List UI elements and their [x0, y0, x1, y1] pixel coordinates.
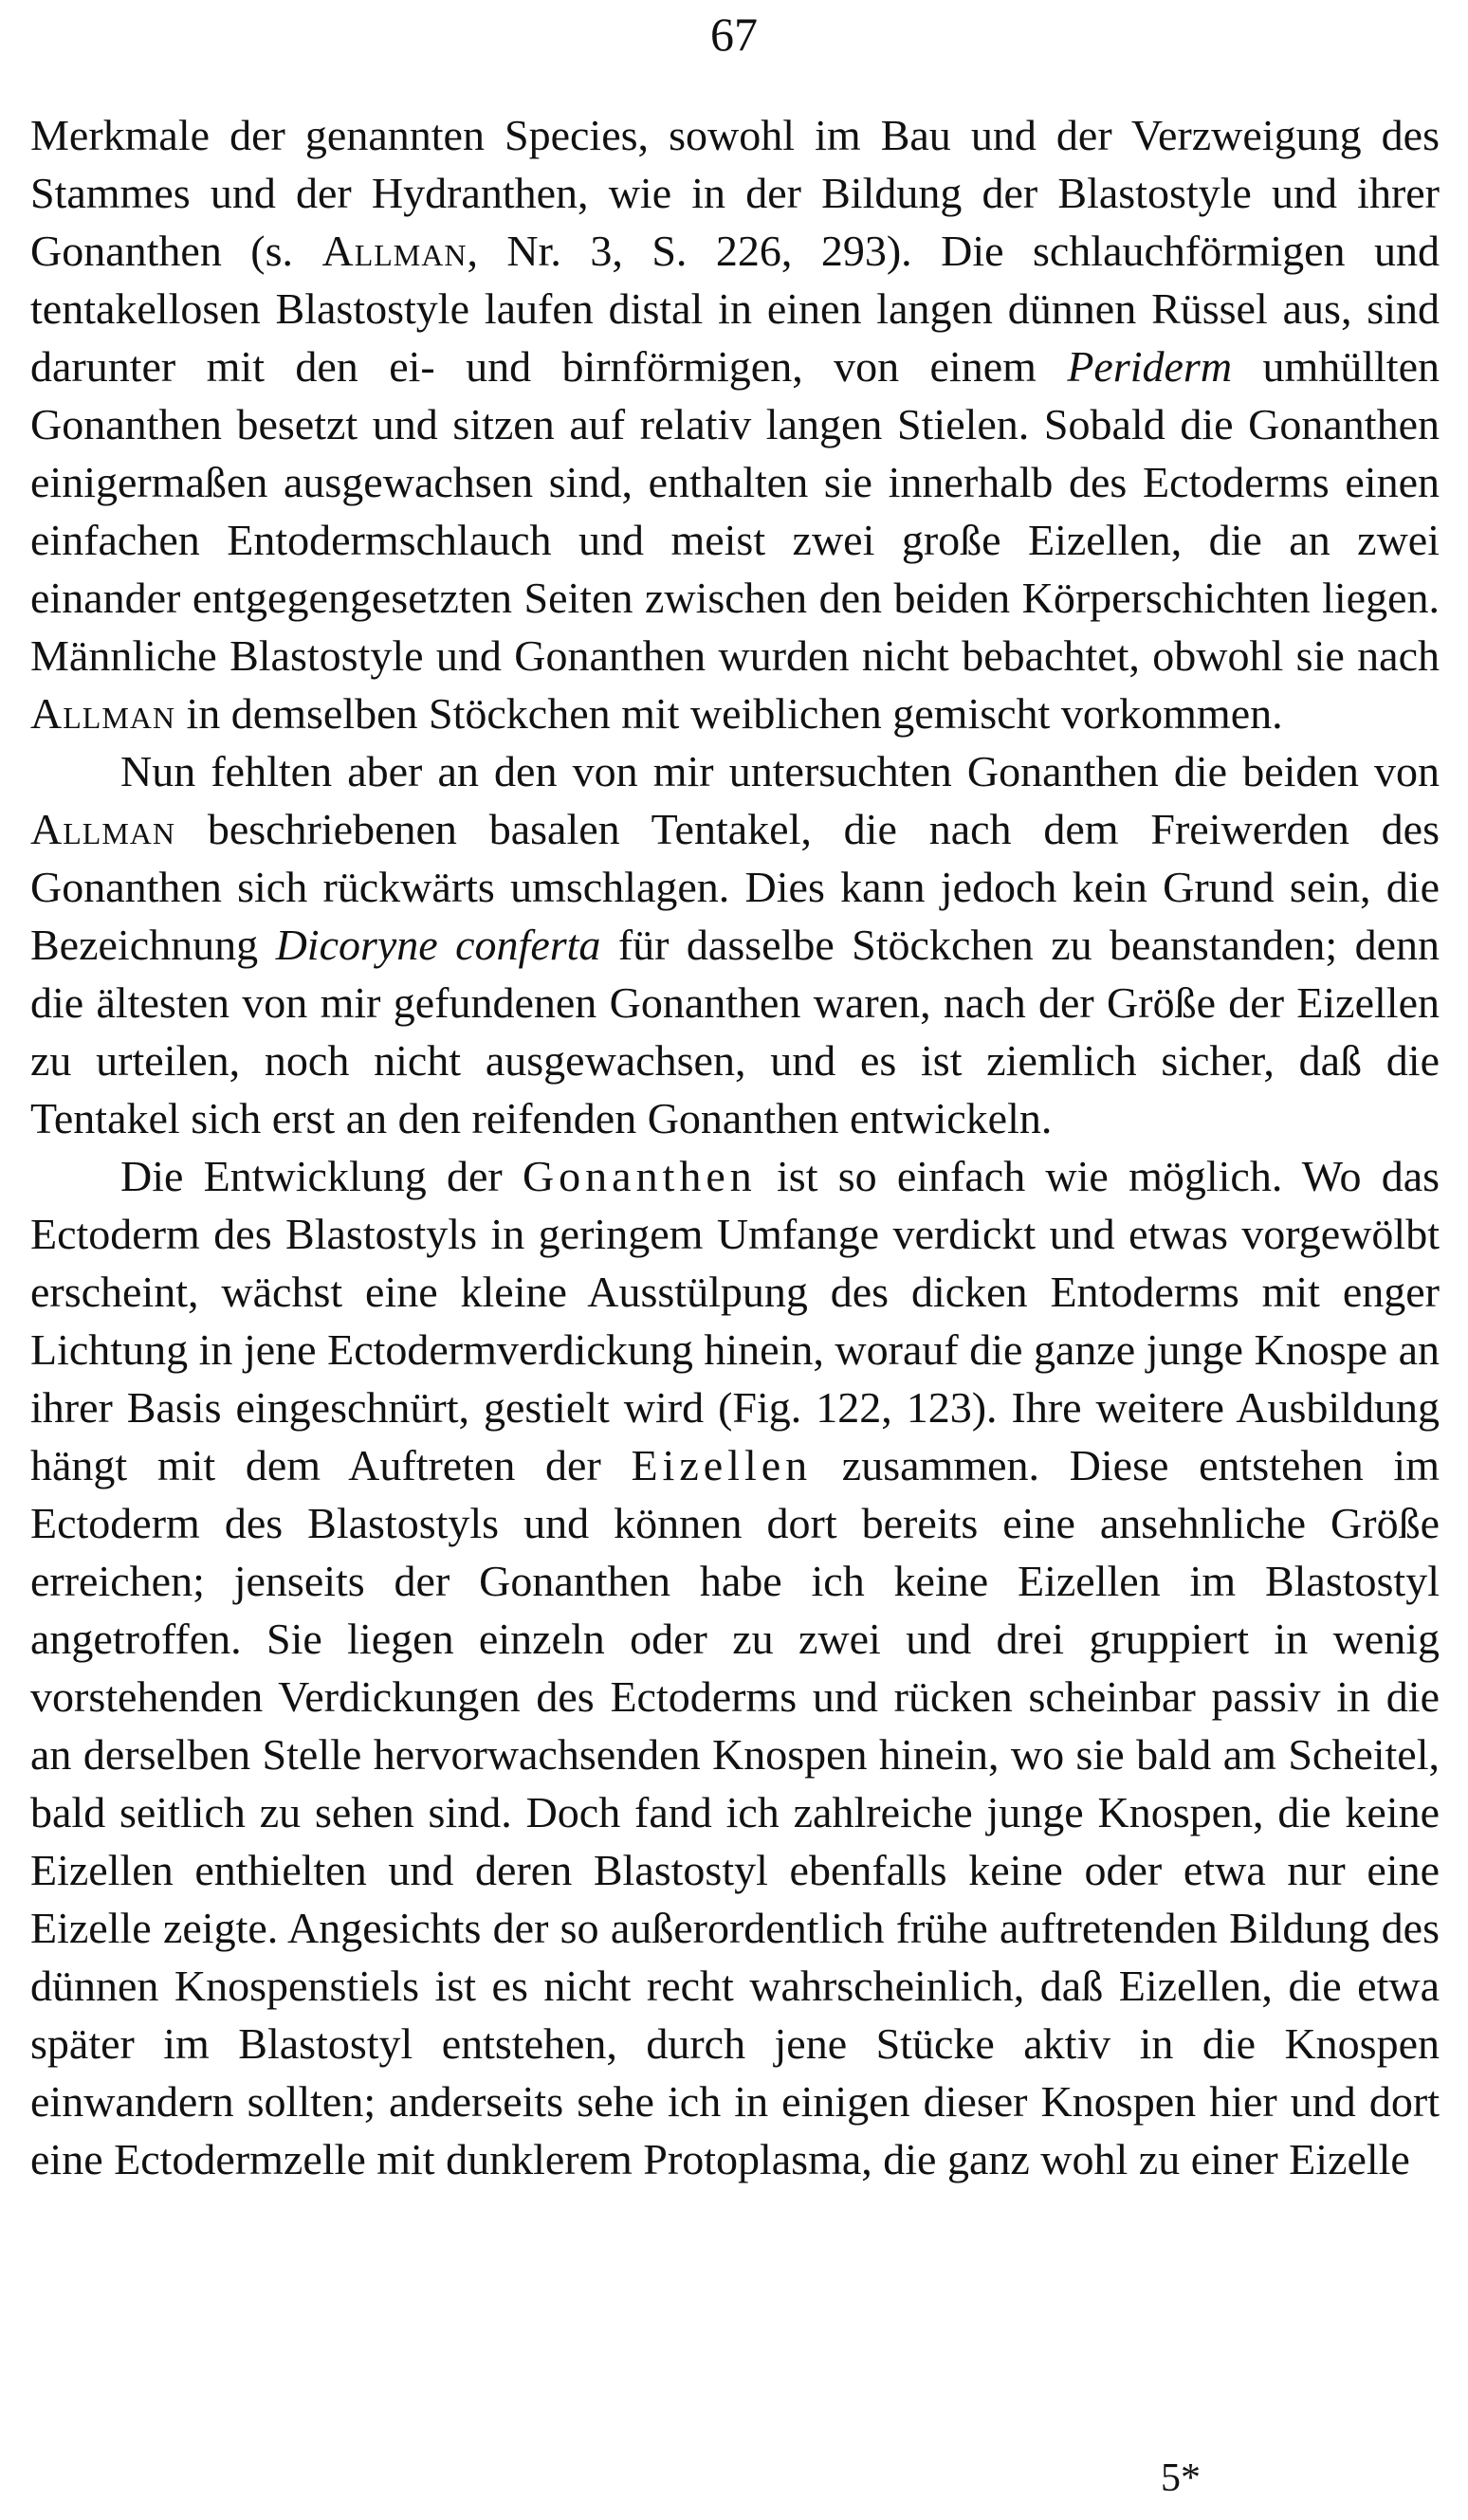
- text-run: Die Entwicklung der: [120, 1152, 523, 1200]
- text-run: ist so einfach wie möglich. Wo das Ectoderm des Blastostyls in geringem Umfange verdickt und etwas vorgewölbt erscheint, wächst eine kleine Ausstülpung des dicken Entoderms mit enger Lichtung in jene Ectodermverdickung hinein, worauf die ganze junge Knospe an ihrer Basis eingeschnürt, gestielt wird (Fig. 122, 123). Ihre weitere Ausbildung hängt mit dem Auftreten der: [30, 1152, 1440, 1489]
- text-run: Merkmale der genannten Species, sowohl im Bau und der Verzweigung des Stammes und der Hydranthen, wie in der Bildung der Blastostyle und ihrer Gonanthen (s.: [30, 111, 1440, 275]
- body-text: [30, 106, 1440, 2188]
- italic-term: Periderm: [1067, 342, 1233, 391]
- spaced-term: Eizellen: [631, 1441, 813, 1489]
- author-name: Allman: [30, 805, 175, 853]
- paragraph: [30, 1147, 1440, 2188]
- paragraph: [30, 106, 1440, 742]
- paragraph: [30, 742, 1440, 1147]
- author-name: Allman: [30, 689, 175, 738]
- author-name: Allman: [321, 227, 468, 275]
- page-number: 67: [710, 8, 758, 61]
- text-run: beschriebenen basalen Tentakel, die nach dem Freiwerden des Gonanthen sich rückwärts umschlagen. Dies kann jedoch kein Grund sein, die Bezeichnung: [30, 805, 1440, 969]
- text-run: zusammen. Diese entstehen im Ectoderm des Blastostyls und können dort bereits eine ansehnliche Größe erreichen; jenseits der Gonanthen habe ich keine Eizellen im Blastostyl angetroffen. Sie liegen einzeln oder zu zwei und drei gruppiert in wenig vorstehenden Verdickungen des Ectoderms und rücken scheinbar passiv in die an derselben Stelle hervorwachsenden Knospen hinein, wo sie bald am Scheitel, bald seitlich zu sehen sind. Doch fand ich zahlreiche junge Knospen, die keine Eizellen enthielten und deren Blastostyl ebenfalls keine oder etwa nur eine Eizelle zeigte. Angesichts der so außerordentlich frühe auftretenden Bildung des dünnen Knospenstiels ist es nicht recht wahrscheinlich, daß Eizellen, die etwa später im Blastostyl entstehen, durch jene Stücke aktiv in die Knospen einwandern sollten; anderseits sehe ich in einigen dieser Knospen hier und dort eine Ectodermzelle mit dunklerem Protoplasma, die ganz wohl zu einer Eizelle: [30, 1441, 1440, 2183]
- printer-signature: 5*: [1161, 2456, 1201, 2500]
- spaced-term: Gonanthen: [522, 1152, 757, 1200]
- text-run: umhüllten Gonanthen besetzt und sitzen auf relativ langen Stielen. Sobald die Gonanthen einigermaßen ausgewachsen sind, enthalten sie innerhalb des Ectoderms einen einfachen Entodermschlauch und meist zwei große Eizellen, die an zwei einander entgegengesetzten Seiten zwischen den beiden Körperschichten liegen. Männliche Blastostyle und Gonanthen wurden nicht bebachtet, obwohl sie nach: [30, 342, 1440, 680]
- text-run: Nun fehlten aber an den von mir untersuchten Gonanthen die beiden von: [120, 747, 1440, 795]
- text-run: , Nr. 3, S. 226, 293). Die schlauchförmigen und tentakellosen Blastostyle laufen distal in einen langen dünnen Rüssel aus, sind darunter mit den ei- und birnförmigen, von einem: [30, 227, 1440, 391]
- text-run: für dasselbe Stöckchen zu beanstanden; denn die ältesten von mir gefundenen Gonanthen waren, nach der Größe der Eizellen zu urteilen, noch nicht ausgewachsen, und es ist ziemlich sicher, daß die Tentakel sich erst an den reifenden Gonanthen entwickeln.: [30, 921, 1440, 1142]
- italic-term: Dicoryne conferta: [275, 921, 601, 969]
- text-run: in demselben Stöckchen mit weiblichen gemischt vorkommen.: [175, 689, 1283, 738]
